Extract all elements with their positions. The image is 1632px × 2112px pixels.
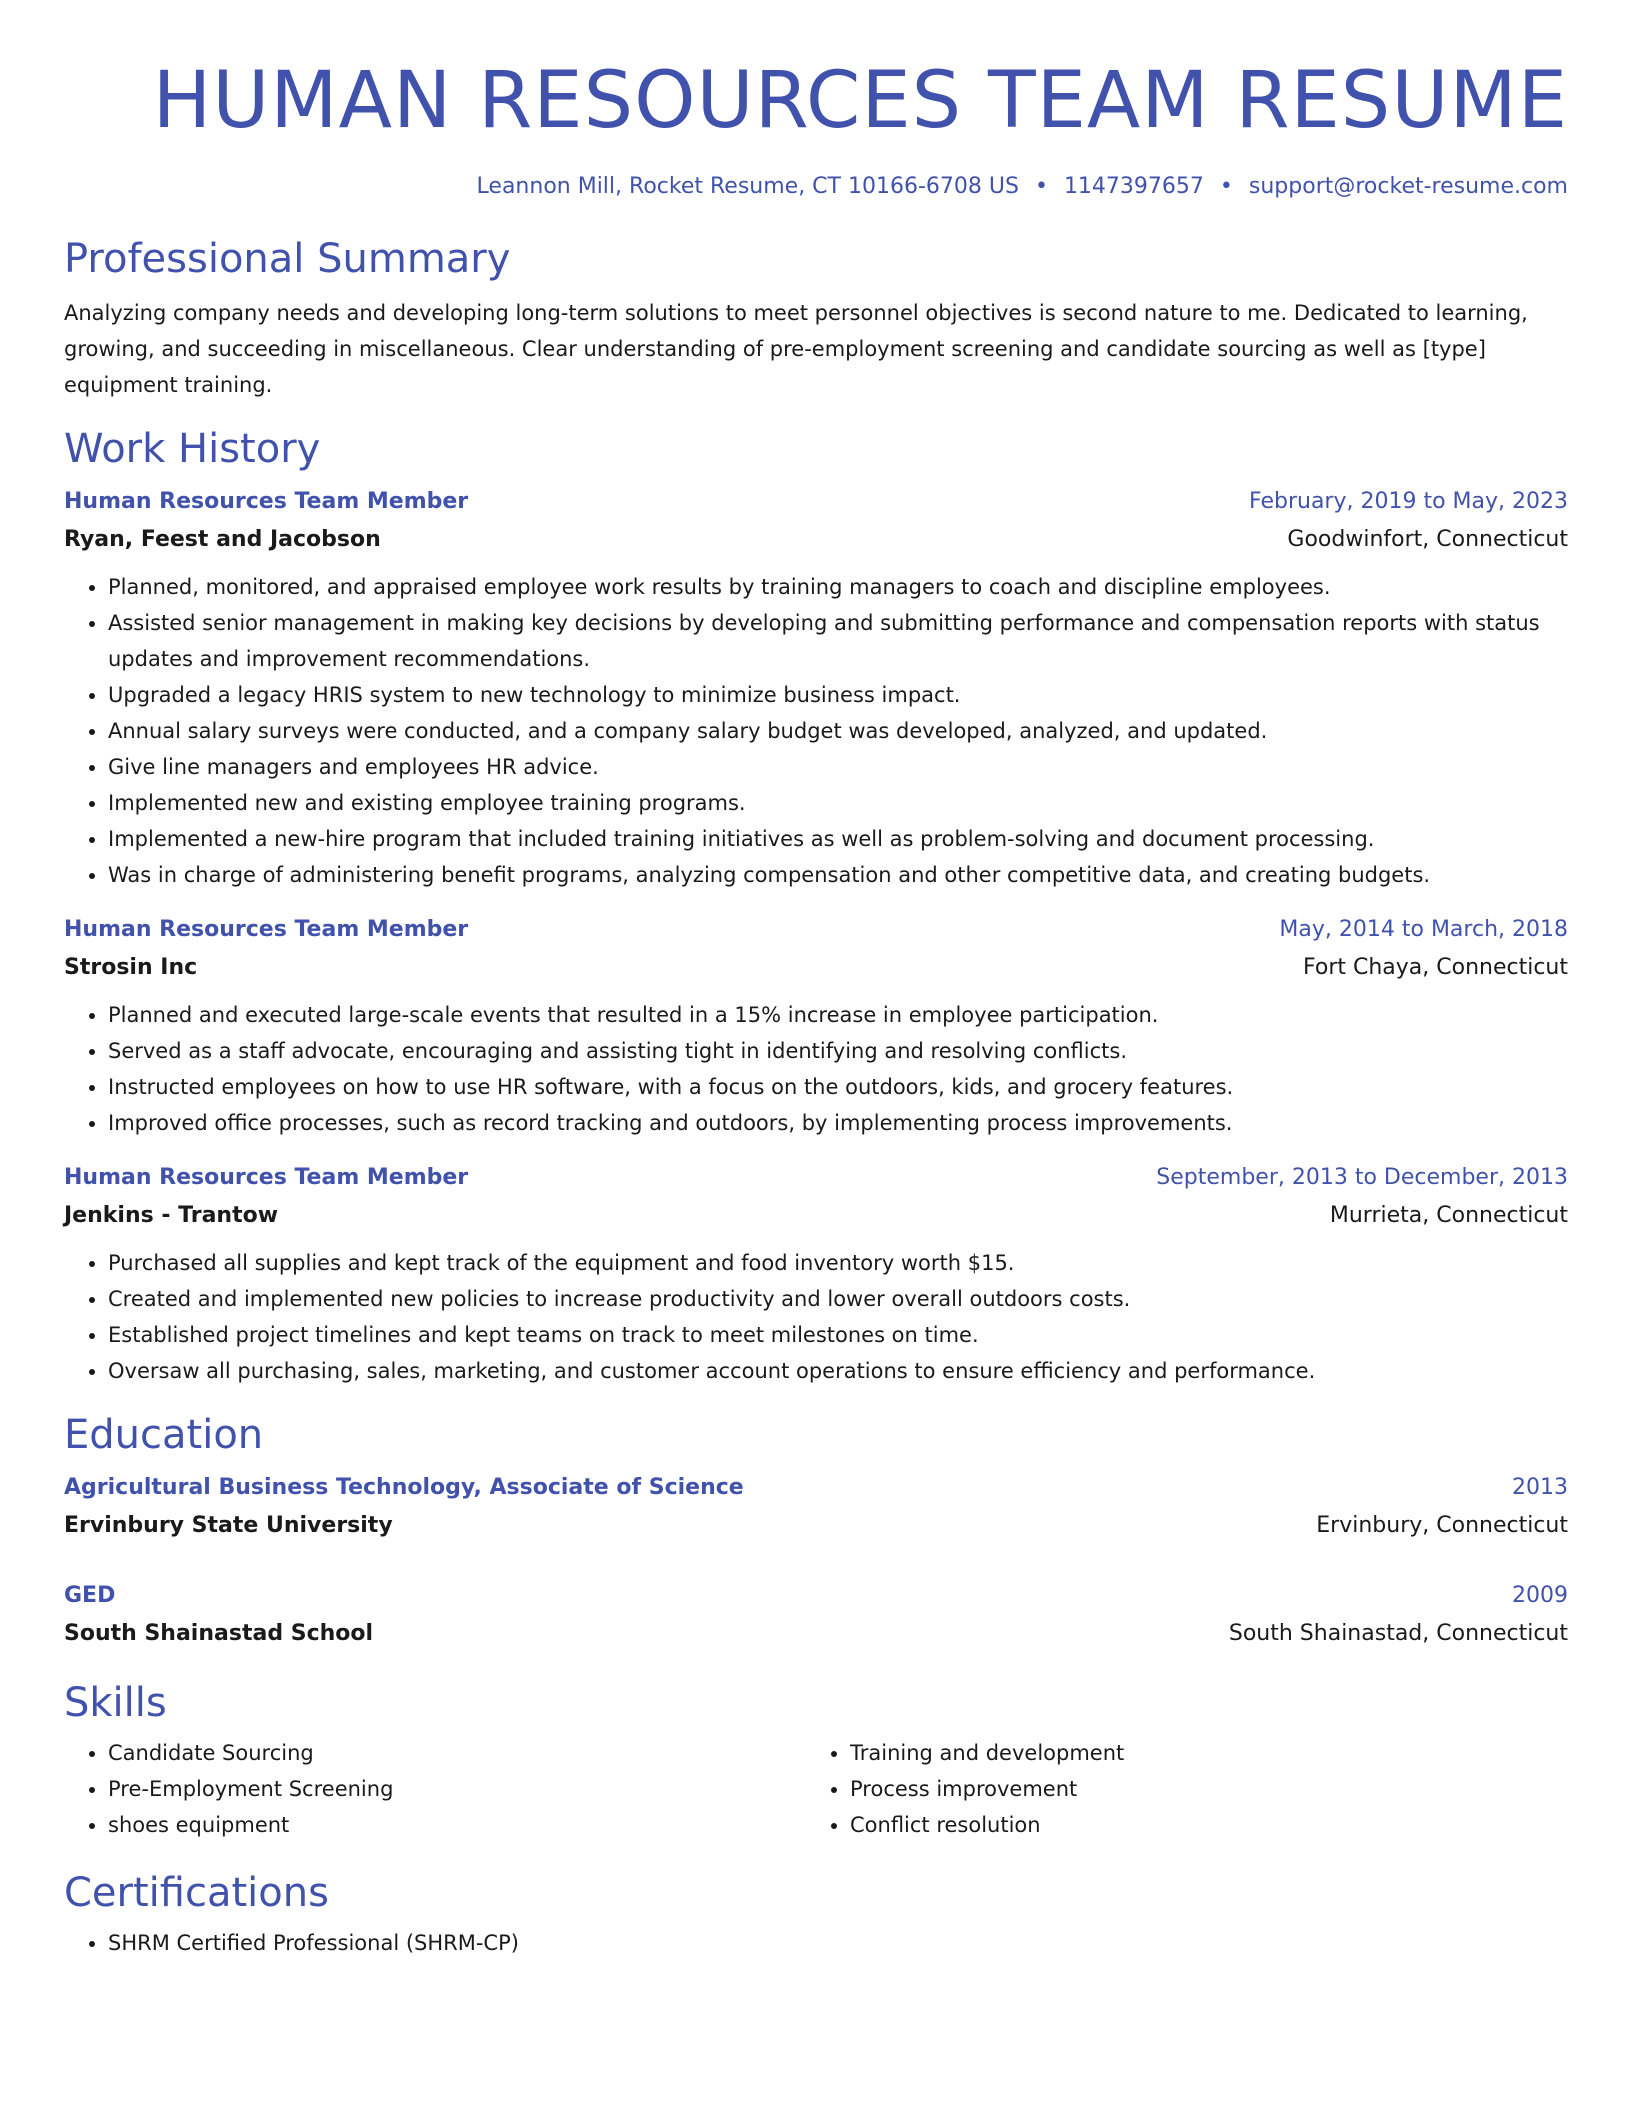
job-entry [64,483,1568,893]
contact-phone: 1147397657 [1063,174,1204,199]
certifications-list [64,1925,1568,1961]
summary-section [64,235,1568,403]
skill-item: • shoes equipment [108,1807,806,1843]
education-year: 2013 [1512,1475,1568,1500]
education-entry [64,1469,1568,1545]
job-bullets [64,1245,1568,1389]
job-bullet: • Implemented new and existing employee training programs. [108,785,1568,821]
job-company: Jenkins - Trantow [64,1203,279,1228]
skills-column-right [806,1735,1548,1843]
contact-address: Leannon Mill, Rocket Resume, CT 10166-6708 US [476,174,1019,199]
skill-item: • Candidate Sourcing [108,1735,806,1771]
job-company: Ryan, Feest and Jacobson [64,527,381,552]
job-bullet: • Improved office processes, such as record tracking and outdoors, by implementing process improvements. [108,1105,1568,1141]
education-entry [64,1577,1568,1653]
job-company: Strosin Inc [64,955,198,980]
job-dates: September, 2013 to December, 2013 [1156,1165,1568,1190]
job-company-row [64,1197,1568,1235]
job-bullets [64,997,1568,1141]
resume-title: HUMAN RESOURCES TEAM RESUME [152,56,1568,146]
job-bullets [64,569,1568,893]
resume-page [64,0,1568,1961]
education-degree-row [64,1577,1568,1615]
job-bullet: • Annual salary surveys were conducted, and a company salary budget was developed, analyzed, and updated. [108,713,1568,749]
skill-item: • Conflict resolution [850,1807,1548,1843]
skill-item: • Process improvement [850,1771,1548,1807]
job-bullet: • Implemented a new-hire program that included training initiatives as well as problem-solving and document processing. [108,821,1568,857]
job-bullet: • Assisted senior management in making key decisions by developing and submitting performance and compensation reports with status updates and improvement recommendations. [108,605,1568,677]
job-location: Murrieta, Connecticut [1329,1203,1568,1228]
education-degree-row [64,1469,1568,1507]
job-location: Goodwinfort, Connecticut [1287,527,1568,552]
job-role: Human Resources Team Member [64,489,469,514]
summary-heading: Professional Summary [64,236,511,282]
job-entry [64,1159,1568,1389]
summary-text: Analyzing company needs and developing long-term solutions to meet personnel objectives is second nature to me. Dedicated to learning, growing, and succeeding in miscellaneous. Clear understanding of pre-employment screening and candidate sourcing as well as [type] equipment training. [64,301,1528,397]
certifications-heading: Certifications [64,1870,329,1916]
job-title-row [64,911,1568,949]
education-year: 2009 [1512,1583,1568,1608]
certifications-section [64,1869,1568,1961]
job-bullet: • Planned and executed large-scale events that resulted in a 15% increase in employee participation. [108,997,1568,1033]
skills-column-left [64,1735,806,1843]
job-role: Human Resources Team Member [64,917,469,942]
education-school-row [64,1615,1568,1653]
skills-grid [64,1735,1568,1843]
job-bullet: • Give line managers and employees HR advice. [108,749,1568,785]
job-title-row [64,483,1568,521]
job-dates: February, 2019 to May, 2023 [1249,489,1568,514]
education-school: Ervinbury State University [64,1513,393,1538]
skill-item: • Training and development [850,1735,1548,1771]
job-bullet: • Established project timelines and kept teams on track to meet milestones on time. [108,1317,1568,1353]
job-bullet: • Was in charge of administering benefit programs, analyzing compensation and other competitive data, and creating budgets. [108,857,1568,893]
skills-section [64,1679,1568,1843]
work-history-heading: Work History [64,426,321,472]
education-degree: GED [64,1583,116,1608]
education-location: Ervinbury, Connecticut [1316,1513,1568,1538]
job-bullet: • Created and implemented new policies to increase productivity and lower overall outdoors costs. [108,1281,1568,1317]
job-bullet: • Oversaw all purchasing, sales, marketing, and customer account operations to ensure efficiency and performance. [108,1353,1568,1389]
contact-separator: • [1219,174,1233,199]
job-entry [64,911,1568,1141]
contact-email[interactable]: support@rocket-resume.com [1248,174,1568,199]
job-bullet: • Instructed employees on how to use HR software, with a focus on the outdoors, kids, and grocery features. [108,1069,1568,1105]
job-location: Fort Chaya, Connecticut [1302,955,1568,980]
job-bullet: • Served as a staff advocate, encouraging and assisting tight in identifying and resolving conflicts. [108,1033,1568,1069]
job-company-row [64,521,1568,559]
job-title-row [64,1159,1568,1197]
skill-item: • Pre-Employment Screening [108,1771,806,1807]
job-bullet: • Upgraded a legacy HRIS system to new technology to minimize business impact. [108,677,1568,713]
contact-line [64,174,1568,199]
job-bullet: • Purchased all supplies and kept track of the equipment and food inventory worth $15. [108,1245,1568,1281]
job-role: Human Resources Team Member [64,1165,469,1190]
job-bullet: • Planned, monitored, and appraised employee work results by training managers to coach and discipline employees. [108,569,1568,605]
work-history-section [64,425,1568,1389]
skills-heading: Skills [64,1680,167,1726]
job-company-row [64,949,1568,987]
education-school-row [64,1507,1568,1545]
education-school: South Shainastad School [64,1621,374,1646]
education-location: South Shainastad, Connecticut [1228,1621,1568,1646]
education-section [64,1411,1568,1653]
job-dates: May, 2014 to March, 2018 [1279,917,1568,942]
education-heading: Education [64,1412,264,1458]
education-degree: Agricultural Business Technology, Associate of Science [64,1475,744,1500]
contact-separator: • [1034,174,1048,199]
certification-item: • SHRM Certified Professional (SHRM-CP) [108,1925,1568,1961]
